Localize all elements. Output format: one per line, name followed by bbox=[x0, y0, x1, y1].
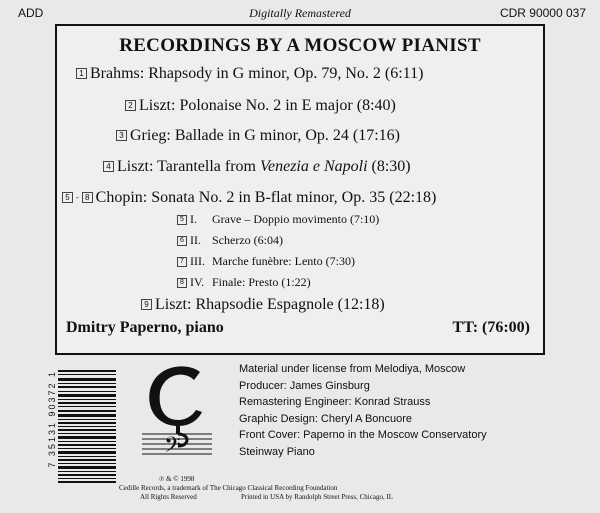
movement-4 bbox=[177, 275, 311, 290]
track-number: 4 bbox=[103, 161, 114, 172]
movement-text: Grave – Doppio movimento (7:10) bbox=[212, 212, 380, 226]
track-3 bbox=[116, 127, 400, 145]
movement-roman: II. bbox=[190, 233, 201, 247]
movement-number: 5 bbox=[177, 215, 187, 225]
movement-3 bbox=[177, 254, 355, 269]
cedille-logo bbox=[138, 360, 220, 477]
track-text-pre: Liszt: Tarantella from bbox=[117, 158, 260, 175]
credit-engineer: Remastering Engineer: Konrad Strauss bbox=[239, 396, 431, 409]
credit-producer: Producer: James Ginsburg bbox=[239, 379, 370, 392]
total-time: TT: (76:00) bbox=[452, 319, 530, 336]
movement-2 bbox=[177, 233, 283, 248]
movement-number: 6 bbox=[177, 236, 187, 246]
legal-trademark: Cedille Records, a trademark of The Chicago Classical Recording Foundation bbox=[119, 484, 338, 492]
track-number: 3 bbox=[116, 130, 127, 141]
credit-cover: Front Cover: Paperno in the Moscow Conservatory bbox=[239, 429, 487, 442]
track-text-italic: Venezia e Napoli bbox=[259, 158, 368, 175]
movement-roman: III. bbox=[190, 254, 205, 268]
svg-text:𝄢: 𝄢 bbox=[164, 433, 181, 463]
catalog-number: CDR 90000 037 bbox=[499, 6, 586, 20]
credit-piano: Steinway Piano bbox=[239, 445, 315, 458]
track-text-post: (8:30) bbox=[367, 158, 411, 175]
track-number-start: 5 bbox=[62, 192, 73, 203]
album-title: RECORDINGS BY A MOSCOW PIANIST bbox=[119, 35, 481, 56]
credits bbox=[239, 361, 487, 461]
track-4 bbox=[103, 158, 411, 176]
movement-roman: IV. bbox=[190, 275, 205, 289]
remaster-note: Digitally Remastered bbox=[249, 6, 351, 20]
movement-number: 7 bbox=[177, 257, 187, 267]
movement-number: 8 bbox=[177, 278, 187, 288]
track-number: 9 bbox=[141, 299, 152, 310]
format-code: ADD bbox=[18, 6, 44, 20]
logo-copyright: ℗ & © 1998 bbox=[159, 475, 195, 483]
track-9 bbox=[141, 296, 385, 314]
movement-text: Scherzo (6:04) bbox=[212, 233, 283, 247]
track-text: Grieg: Ballade in G minor, Op. 24 (17:16) bbox=[130, 127, 400, 144]
legal-rights: All Rights Reserved bbox=[140, 493, 197, 501]
cedille-c-icon bbox=[138, 360, 220, 472]
track-number: 1 bbox=[76, 68, 87, 79]
barcode-digits: 7 35131 90372 1 bbox=[47, 370, 57, 468]
movement-text: Finale: Presto (1:22) bbox=[212, 275, 311, 289]
credit-design: Graphic Design: Cheryl A Boncuore bbox=[239, 412, 413, 425]
movement-1 bbox=[177, 212, 379, 227]
track-number-end: 8 bbox=[82, 192, 93, 203]
legal-printed: Printed in USA by Randolph Street Press, Chicago, IL bbox=[241, 493, 394, 501]
barcode-bars bbox=[58, 370, 116, 485]
track-1 bbox=[76, 65, 423, 83]
barcode bbox=[58, 370, 116, 490]
track-number: 2 bbox=[125, 100, 136, 111]
track-text: Liszt: Polonaise No. 2 in E major (8:40) bbox=[139, 97, 396, 114]
track-text: Brahms: Rhapsody in G minor, Op. 79, No. 2 (6:11) bbox=[90, 65, 424, 82]
performer: Dmitry Paperno, piano bbox=[66, 319, 224, 336]
track-2 bbox=[125, 97, 396, 115]
track-text: Chopin: Sonata No. 2 in B-flat minor, Op. 35 (22:18) bbox=[95, 189, 437, 206]
track-text: Liszt: Rhapsodie Espagnole (12:18) bbox=[155, 296, 385, 313]
track-5-8: 5 - 8 Chopin: Sonata No. 2 in B-flat minor, Op. 35 (22:18) bbox=[62, 189, 436, 207]
movement-text: Marche funèbre: Lento (7:30) bbox=[212, 254, 355, 268]
movement-roman: I. bbox=[190, 212, 197, 226]
credit-license: Material under license from Melodiya, Moscow bbox=[239, 363, 466, 375]
